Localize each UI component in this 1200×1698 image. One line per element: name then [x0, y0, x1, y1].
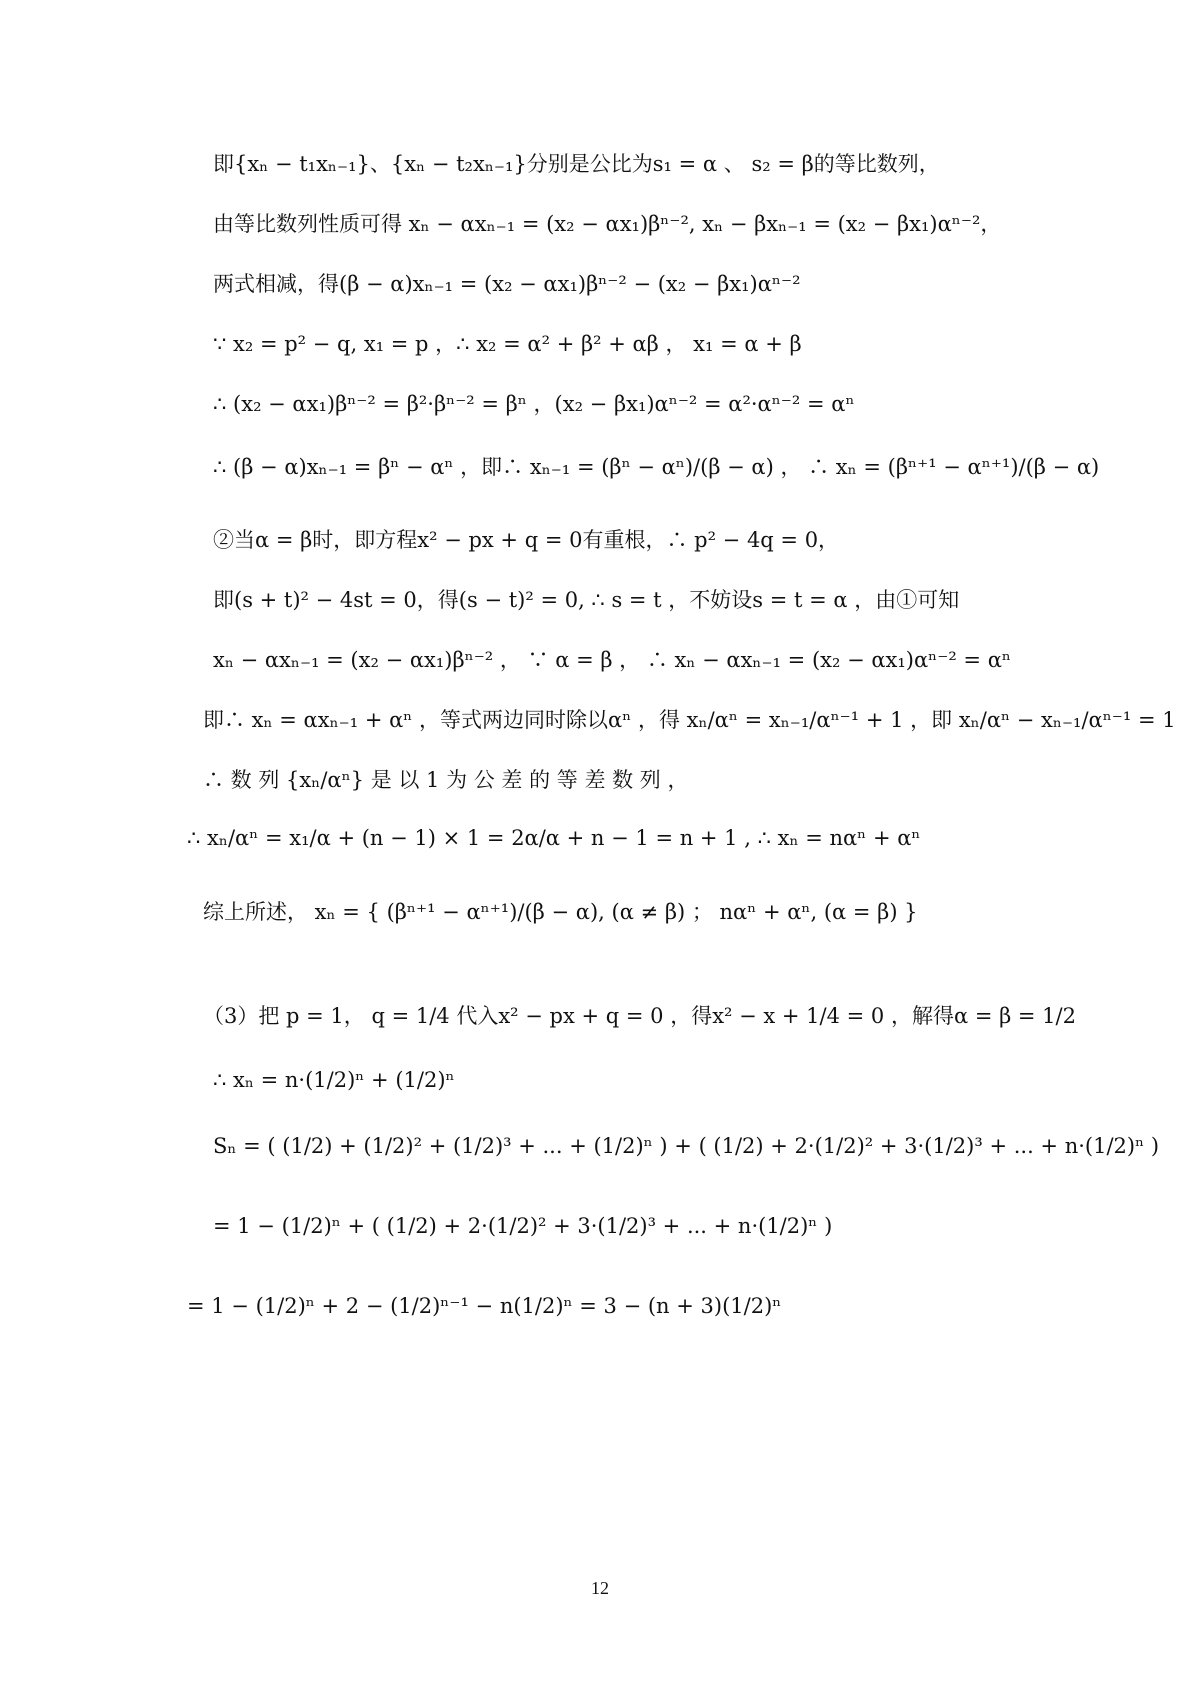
line-subtract: 两式相减，得(β − α)xₙ₋₁ = (x₂ − αx₁)βⁿ⁻² − (x₂ − βx₁)αⁿ⁻² [213, 272, 801, 296]
line-geometric-sequences: 即{xₙ − t₁xₙ₋₁}、{xₙ − t₂xₙ₋₁}分别是公比为s₁ = α 、 s₂ = β的等比数列， [213, 152, 940, 176]
line-xn-formula: ∴ (β − α)xₙ₋₁ = βⁿ − αⁿ ，即∴ xₙ₋₁ = (βⁿ − αⁿ)/(β − α) ， ∴ xₙ = (βⁿ⁺¹ − αⁿ⁺¹)/(β − α) [213, 455, 1100, 479]
line-equal-roots: xₙ − αxₙ₋₁ = (x₂ − αx₁)βⁿ⁻² ， ∵ α = β ， ∴ xₙ − αxₙ₋₁ = (x₂ − αx₁)αⁿ⁻² = αⁿ [213, 648, 1011, 672]
line-because-x2: ∵ x₂ = p² − q, x₁ = p ，∴ x₂ = α² + β² + αβ ， x₁ = α + β [213, 332, 802, 356]
line-xn-result: ∴ xₙ/αⁿ = x₁/α + (n − 1) × 1 = 2α/α + n − 1 = n + 1 , ∴ xₙ = nαⁿ + αⁿ [187, 826, 921, 850]
line-s-equals-t: 即(s + t)² − 4st = 0，得(s − t)² = 0, ∴ s = t ，不妨设s = t = α ，由①可知 [213, 588, 960, 612]
line-geometric-property: 由等比数列性质可得 xₙ − αxₙ₋₁ = (x₂ − αx₁)βⁿ⁻², xₙ − βxₙ₋₁ = (x₂ − βx₁)αⁿ⁻²， [213, 212, 1002, 236]
line-case-2: ②当α = β时，即方程x² − px + q = 0有重根，∴ p² − 4q = 0， [213, 528, 840, 552]
line-summary: 综上所述， xₙ = { (βⁿ⁺¹ − αⁿ⁺¹)/(β − α), (α ≠ β) ； nαⁿ + αⁿ, (α = β) } [203, 900, 918, 924]
line-part-3: （3）把 p = 1， q = 1/4 代入x² − px + q = 0 ，得x² − x + 1/4 = 0 ，解得α = β = 1/2 [203, 1004, 1076, 1028]
line-arithmetic-sequence: ∴ 数 列 {xₙ/αⁿ} 是 以 1 为 公 差 的 等 差 数 列 ， [203, 768, 689, 792]
line-sn-step-2: = 1 − (1/2)ⁿ + ( (1/2) + 2·(1/2)² + 3·(1/2)³ + ... + n·(1/2)ⁿ ) [213, 1214, 833, 1238]
line-sn-result: = 1 − (1/2)ⁿ + 2 − (1/2)ⁿ⁻¹ − n(1/2)ⁿ = 3 − (n + 3)(1/2)ⁿ [187, 1294, 782, 1318]
line-xn-part-3: ∴ xₙ = n·(1/2)ⁿ + (1/2)ⁿ [213, 1068, 455, 1092]
line-divide: 即∴ xₙ = αxₙ₋₁ + αⁿ ，等式两边同时除以αⁿ ，得 xₙ/αⁿ = xₙ₋₁/αⁿ⁻¹ + 1 ，即 xₙ/αⁿ − xₙ₋₁/αⁿ⁻¹ = 1 [203, 708, 1176, 732]
line-sn-sum: Sₙ = ( (1/2) + (1/2)² + (1/2)³ + ... + (1/2)ⁿ ) + ( (1/2) + 2·(1/2)² + 3·(1/2)³ + ... + n·(1/2)ⁿ ) [213, 1134, 1160, 1158]
line-therefore-powers: ∴ (x₂ − αx₁)βⁿ⁻² = β²·βⁿ⁻² = βⁿ ，(x₂ − βx₁)αⁿ⁻² = α²·αⁿ⁻² = αⁿ [213, 392, 855, 416]
page-number: 12 [591, 1578, 609, 1598]
